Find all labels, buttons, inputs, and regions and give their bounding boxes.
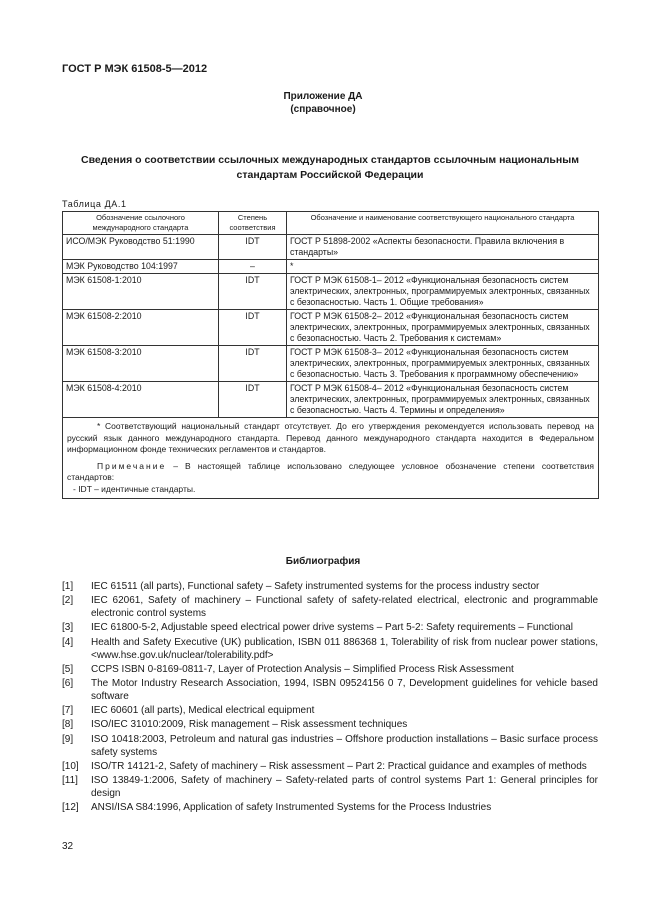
- cell-intl: ИСО/МЭК Руководство 51:1990: [63, 235, 219, 260]
- cell-intl: МЭК Руководство 104:1997: [63, 260, 219, 274]
- bib-text: The Motor Industry Research Association, 1994, ISBN 09524156 0 7, Development guidelines for vehicle based software: [91, 677, 598, 702]
- bibliography-item: [62, 621, 598, 634]
- bibliography-item: [62, 760, 598, 773]
- cell-degree: IDT: [219, 382, 287, 418]
- section-title: Сведения о соответствии ссылочных международных стандартов ссылочным национальным стандартам Российской Федерации: [81, 154, 579, 181]
- bib-number: [6]: [62, 677, 74, 689]
- note-label: Примечание: [97, 460, 167, 471]
- header-national-standard: Обозначение и наименование соответствующего национального стандарта: [287, 212, 599, 235]
- bib-number: [8]: [62, 719, 74, 731]
- bib-text: ANSI/ISA S84:1996, Application of safety Instrumented Systems for the Process Industries: [91, 802, 492, 814]
- bib-text: ISO/TR 14121-2, Safety of machinery – Risk assessment – Part 2: Practical guidance and examples of methods: [91, 760, 587, 772]
- bib-number: [7]: [62, 705, 74, 717]
- bibliography-item: [62, 636, 598, 662]
- bib-text: CCPS ISBN 0-8169-0811-7, Layer of Protection Analysis – Simplified Process Risk Assessment: [91, 663, 514, 675]
- bib-number: [5]: [62, 663, 74, 675]
- cell-degree: IDT: [219, 346, 287, 382]
- bib-number: [10]: [62, 760, 79, 772]
- bib-number: [3]: [62, 622, 74, 634]
- bib-text: ISO/IEC 31010:2009, Risk management – Risk assessment techniques: [91, 719, 408, 731]
- note-text: – В настоящей таблице использовано следующее условное обозначение степени соответствия стандартов:: [67, 460, 594, 482]
- bib-text: ISO 13849-1:2006, Safety of machinery – Safety-related parts of control systems Part 1: General principles for design: [91, 774, 598, 799]
- table-row: [63, 346, 599, 382]
- bib-text: ISO 10418:2003, Petroleum and natural gas industries – Offshore production installations – Basic surface process safety systems: [91, 733, 598, 758]
- bib-text: Health and Safety Executive (UK) publication, ISBN 011 886368 1, Tolerability of risk from nuclear power stations, <www.hse.gov.uk/nuclear/tolerability.pdf>: [91, 636, 598, 661]
- cell-intl: МЭК 61508-4:2010: [63, 382, 219, 418]
- cell-degree: IDT: [219, 274, 287, 310]
- cell-national: ГОСТ Р МЭК 61508-2– 2012 «Функциональная безопасность систем электрических, электронных, программируемых электронных, связанных с безопасностью. Часть 2. Требования к системам»: [287, 310, 599, 346]
- bib-text: IEC 61511 (all parts), Functional safety – Safety instrumented systems for the process industry sector: [91, 581, 540, 592]
- note-item: - IDT – идентичные стандарты.: [73, 483, 196, 494]
- bib-number: [12]: [62, 802, 79, 814]
- cell-degree: –: [219, 260, 287, 274]
- bibliography-title: Библиография: [285, 556, 361, 567]
- cell-national: ГОСТ Р МЭК 61508-1– 2012 «Функциональная безопасность систем электрических, электронных, программируемых электронных, связанных с безопасностью. Часть 1. Общие требования»: [287, 274, 599, 310]
- table-row: [63, 310, 599, 346]
- bibliography-item: [62, 774, 598, 800]
- header-intl-standard: Обозначение ссылочного международного стандарта: [63, 212, 219, 235]
- bib-number: [11]: [62, 774, 78, 786]
- bibliography-item: [62, 663, 598, 676]
- bibliography-item: [62, 733, 598, 759]
- table-row: [63, 235, 599, 260]
- cell-intl: МЭК 61508-1:2010: [63, 274, 219, 310]
- bib-text: IEC 60601 (all parts), Medical electrical equipment: [91, 705, 315, 717]
- cell-national: ГОСТ Р 51898-2002 «Аспекты безопасности. Правила включения в стандарты»: [287, 235, 599, 260]
- bibliography-item: [62, 580, 598, 593]
- bib-number: [4]: [62, 636, 74, 648]
- bib-text: IEC 61800-5-2, Adjustable speed electrical power drive systems – Part 5-2: Safety requirements – Functional: [91, 622, 573, 634]
- correspondence-table: [62, 211, 599, 499]
- table-note: [67, 461, 594, 484]
- bibliography-item: [62, 677, 598, 703]
- cell-degree: IDT: [219, 310, 287, 346]
- bibliography-list: [62, 580, 598, 815]
- bibliography-item: [62, 594, 598, 620]
- table-row: [63, 274, 599, 310]
- table-row: [63, 382, 599, 418]
- cell-national: ГОСТ Р МЭК 61508-4– 2012 «Функциональная безопасность систем электрических, электронных, программируемых электронных, связанных с безопасностью. Часть 4. Термины и определения»: [287, 382, 599, 418]
- bib-number: [1]: [62, 581, 74, 592]
- bibliography-item: [62, 704, 598, 717]
- bib-number: [2]: [62, 595, 74, 607]
- appendix-type: (справочное): [290, 104, 356, 115]
- cell-national: *: [287, 260, 599, 274]
- bib-number: [9]: [62, 733, 74, 745]
- table-row: [63, 260, 599, 274]
- cell-intl: МЭК 61508-3:2010: [63, 346, 219, 382]
- bib-text: IEC 62061, Safety of machinery – Functional safety of safety-related electrical, electronic and programmable electronic control systems: [91, 595, 598, 620]
- appendix-title: Приложение ДА: [283, 91, 363, 102]
- table-notes-row: [63, 418, 599, 499]
- cell-intl: МЭК 61508-2:2010: [63, 310, 219, 346]
- page-number: 32: [62, 841, 74, 852]
- document-header: ГОСТ Р МЭК 61508-5—2012: [62, 63, 208, 75]
- table-footnote: * Соответствующий национальный стандарт отсутствует. До его утверждения рекомендуется использовать перевод на русский язык данного международного стандарта. Перевод данного международного стандарта находится в Федеральном информационном фонде технических регламентов и стандартов.: [67, 421, 594, 454]
- cell-national: ГОСТ Р МЭК 61508-3– 2012 «Функциональная безопасность систем электрических, электронных, программируемых электронных, связанных с безопасностью. Часть 3. Требования к программному обеспечению»: [287, 346, 599, 382]
- table-header-row: [63, 212, 599, 235]
- table-notes: [63, 418, 599, 499]
- header-degree: Степень соответствия: [219, 212, 287, 235]
- table-caption: Таблица ДА.1: [62, 199, 127, 209]
- cell-degree: IDT: [219, 235, 287, 260]
- bibliography-item: [62, 718, 598, 731]
- bibliography-item: [62, 801, 598, 814]
